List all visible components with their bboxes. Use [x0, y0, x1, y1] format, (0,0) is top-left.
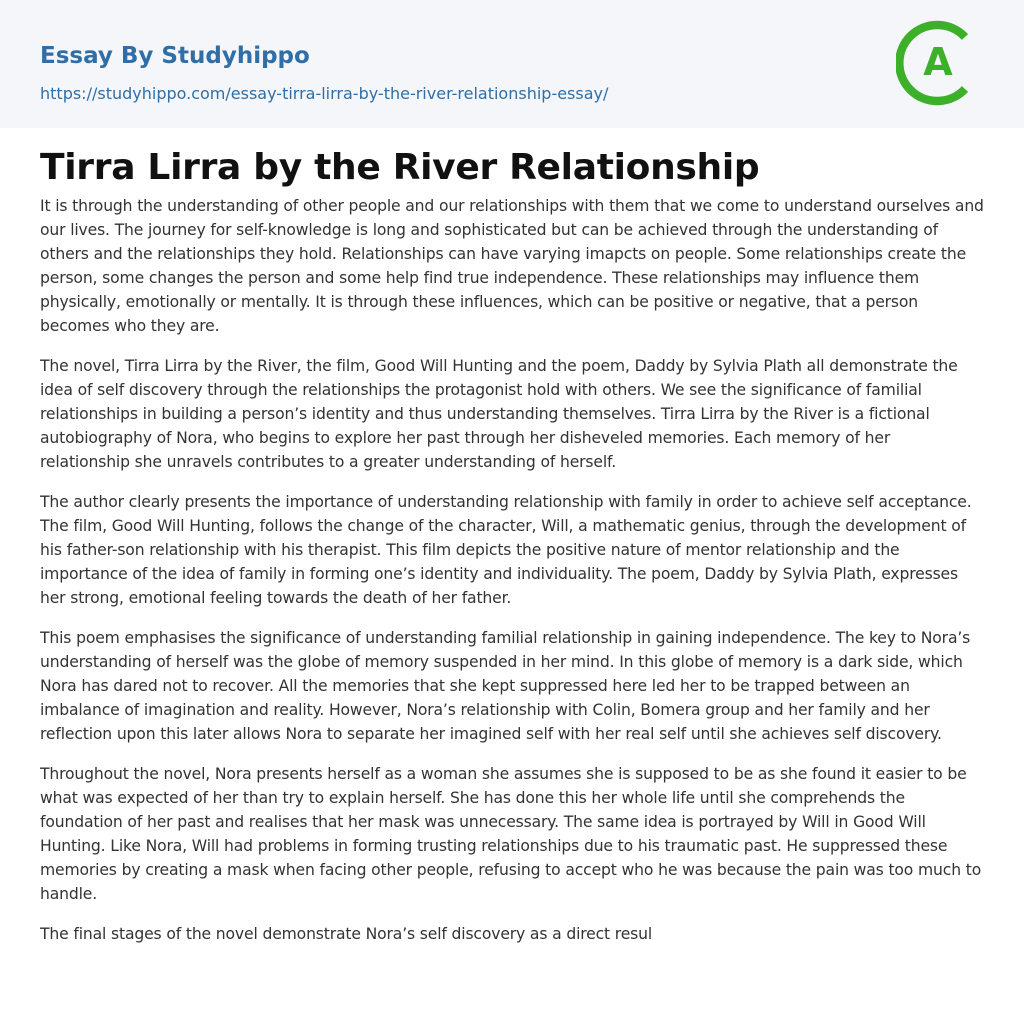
letter-a-ring-logo-icon[interactable] — [896, 18, 992, 108]
article-paragraph: It is through the understanding of other people and our relationships with them that we come to understand ourselves and our lives. The journey for self-knowledge is long and sophisticated but can be achieved through the understanding of others and the relationships they hold. Relationships can have varying imapcts on people. Some relationships create the person, some changes the person and some help find true independence. These relationships may influence them physically, emotionally or mentally. It is through these influences, which can be positive or negative, that a person becomes who they are. — [40, 197, 984, 335]
logo-letter: A — [923, 40, 953, 84]
site-brand[interactable]: Essay By Studyhippo — [40, 43, 310, 69]
article-paragraph: The author clearly presents the importance of understanding relationship with family in order to achieve self acceptance. The film, Good Will Hunting, follows the change of the character, Will, a mathematic genius, through the development of his father-son relationship with his therapist. This film depicts the positive nature of mentor relationship and the importance of the idea of family in forming one’s identity and individuality. The poem, Daddy by Sylvia Plath, expresses her strong, emotional feeling towards the death of her father. — [40, 493, 972, 607]
article-url-link[interactable]: https://studyhippo.com/essay-tirra-lirra-by-the-river-relationship-essay/ — [40, 84, 609, 103]
article-paragraph: Throughout the novel, Nora presents herself as a woman she assumes she is supposed to be as she found it easier to be what was expected of her than try to explain herself. She has done this her whole life until she comprehends the foundation of her past and realises that her mask was unnecessary. The same idea is portrayed by Will in Good Will Hunting. Like Nora, Will had problems in forming trusting relationships due to his traumatic past. He suppressed these memories by creating a mask when facing other people, refusing to accept who he was because the pain was too much to handle. — [40, 765, 982, 903]
page-title: Tirra Lirra by the River Relationship — [40, 147, 760, 188]
site-header — [0, 0, 1024, 128]
article-paragraph: The novel, Tirra Lirra by the River, the film, Good Will Hunting and the poem, Daddy by Sylvia Plath all demonstrate the idea of self discovery through the relationships the protagonist hold with others. We see the significance of familial relationships in building a person’s identity and thus understanding themselves. Tirra Lirra by the River is a fictional autobiography of Nora, who begins to explore her past through her disheveled memories. Each memory of her relationship she unravels contributes to a greater understanding of herself. — [40, 357, 958, 471]
article-paragraph: This poem emphasises the significance of understanding familial relationship in gaining independence. The key to Nora’s understanding of herself was the globe of memory suspended in her mind. In this globe of memory is a dark side, which Nora has dared not to recover. All the memories that she kept suppressed here led her to be trapped between an imbalance of imagination and reality. However, Nora’s relationship with Colin, Bomera group and her family and her reflection upon this later allows Nora to separate her imagined self with her real self until she achieves self discovery. — [40, 629, 971, 743]
article-paragraph: The final stages of the novel demonstrate Nora’s self discovery as a direct resul — [40, 925, 653, 943]
article-body — [40, 194, 984, 962]
